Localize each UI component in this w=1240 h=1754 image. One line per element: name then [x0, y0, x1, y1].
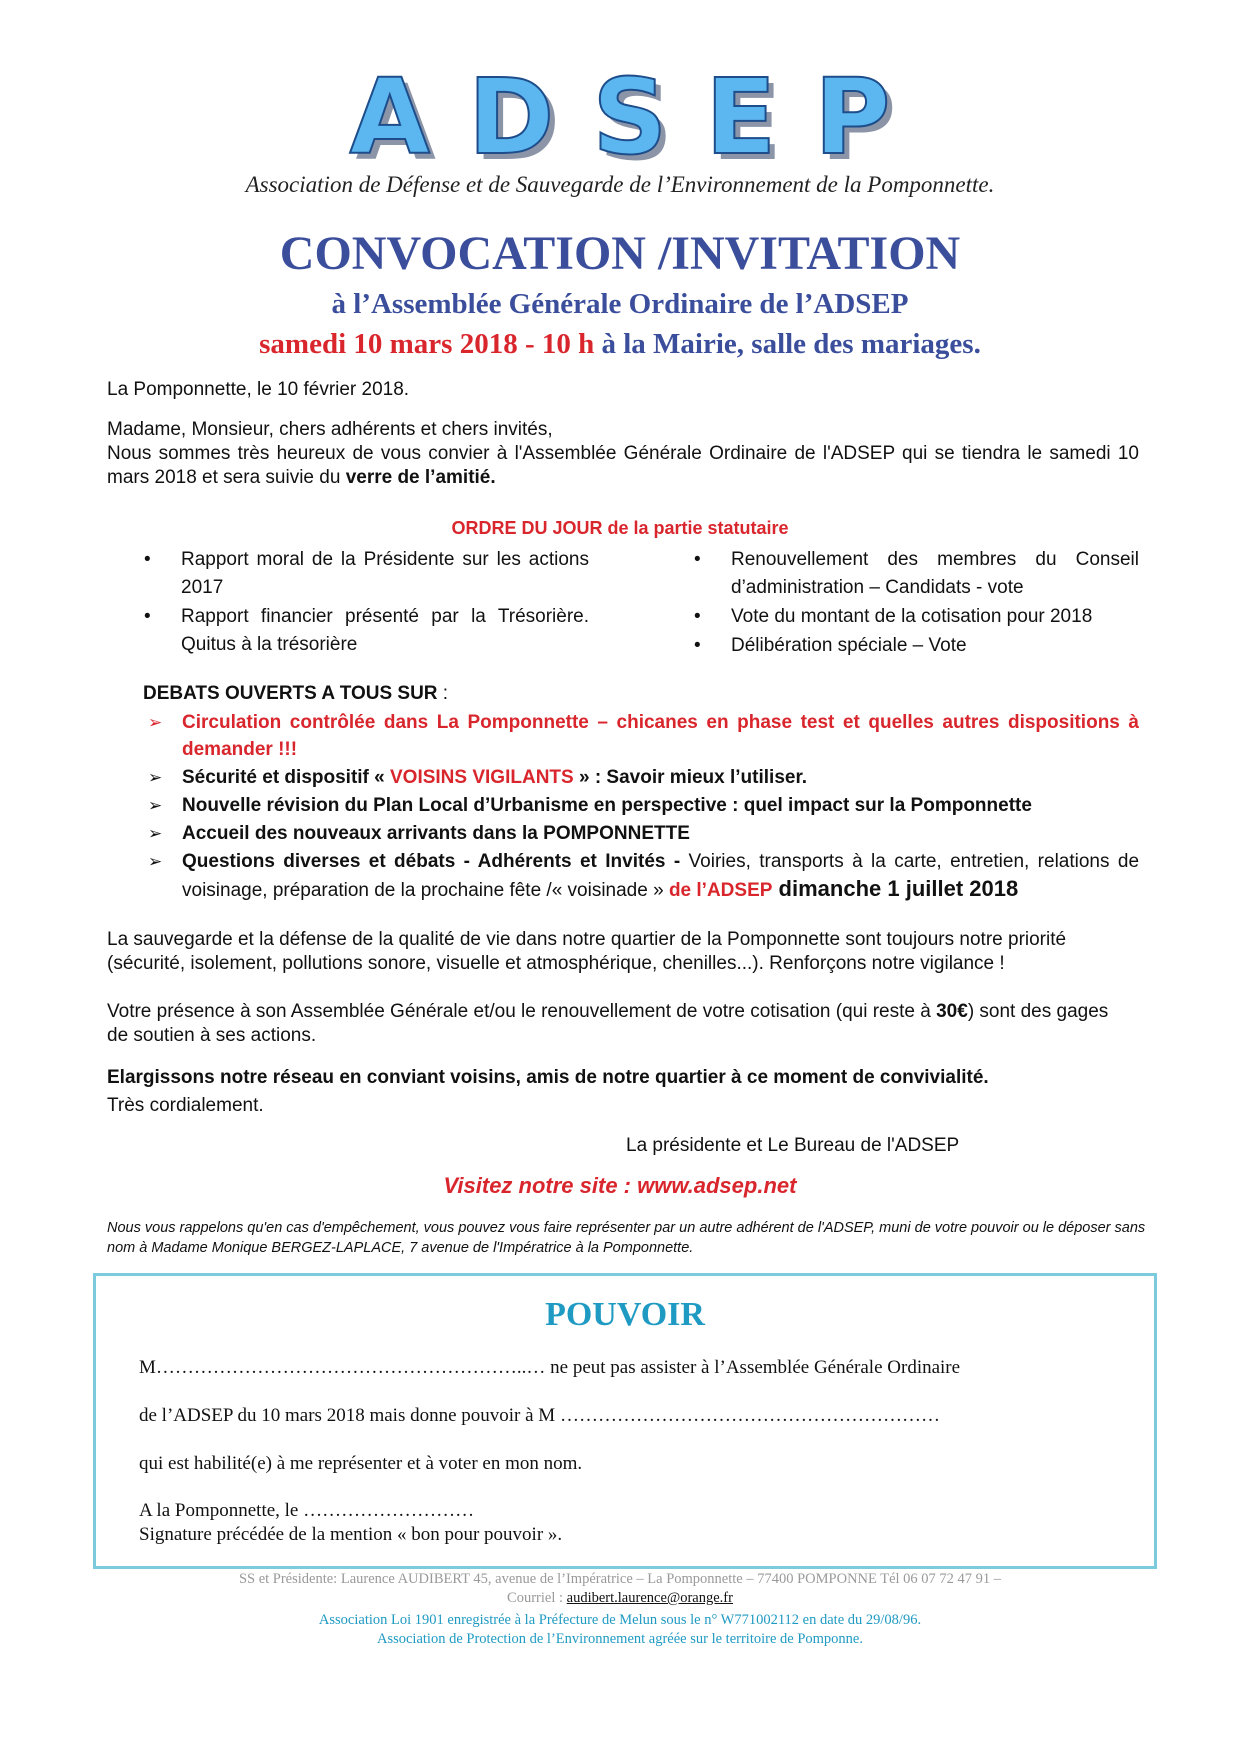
paragraph-text: ) sont des gages de soutien à ses actions. — [107, 1001, 1109, 1046]
debate-item: ➢ Nouvelle révision du Plan Local d’Urbanisme en perspective : quel impact sur la Pomponnette — [148, 792, 1139, 819]
paragraph-quality-of-life: La sauvegarde et la défense de la qualité de vie dans notre quartier de la Pomponnette sont toujours notre priorité (sécurité, isolement, pollutions sonore, visuelle et atmosphérique, chenilles...). Renforçons notre vigilance ! — [107, 929, 1067, 974]
proxy-line-delegate: de l’ADSEP du 10 mars 2018 mais donne pouvoir à M …………………………………………………… — [139, 1405, 940, 1426]
agenda-item: • Rapport moral de la Présidente sur les actions 2017 — [144, 546, 589, 602]
debate-date: dimanche 1 juillet 2018 — [772, 876, 1019, 901]
intro-bold: verre de l’amitié. — [345, 467, 496, 488]
debate-text: » : Savoir mieux l’utiliser. — [573, 767, 808, 788]
footer-registration: Association Loi 1901 enregistrée à la Préfecture de Melun sous le n° W771002112 en date du 29/08/96. — [318, 1612, 922, 1628]
appeal: Elargissons notre réseau en conviant voisins, amis de notre quartier à ce moment de convivialité. — [107, 1067, 989, 1088]
proxy-line-signature: Signature précédée de la mention « bon pour pouvoir ». — [139, 1524, 563, 1545]
debates-title — [143, 683, 448, 705]
paragraph-text: Votre présence à son Assemblée Générale et/ou le renouvellement de votre cotisation (qui reste à — [107, 1001, 937, 1022]
agenda-right-column — [694, 546, 1139, 661]
agenda-left-column — [144, 546, 589, 660]
signature: La présidente et Le Bureau de l'ADSEP — [626, 1135, 960, 1156]
agenda-item: • Rapport financier présenté par la Trésorière. Quitus à la trésorière — [144, 603, 589, 659]
page-subtitle: à l’Assemblée Générale Ordinaire de l’ADSEP — [331, 288, 909, 320]
debates-title-bold: DEBATS OUVERTS A TOUS SUR — [143, 683, 438, 704]
greeting: Madame, Monsieur, chers adhérents et chers invités, — [107, 419, 553, 440]
debate-text-normal: Voiries, transports à la carte, entretien, relations de voisinage, préparation de la prochaine fête /« voisinade » — [182, 851, 1140, 901]
debates-list — [148, 709, 1139, 905]
proxy-title: POUVOIR — [545, 1296, 705, 1333]
closing: Très cordialement. — [107, 1095, 264, 1116]
debate-text: Questions diverses et débats - Adhérents et Invités - — [182, 851, 689, 872]
paragraph-membership — [107, 1000, 1127, 1048]
footer-contact: SS et Présidente: Laurence AUDIBERT 45, avenue de l’Impératrice – La Pomponnette – 77400 POMPONNE Tél 06 07 72 47 91 – — [238, 1571, 1002, 1587]
debate-item: ➢ Circulation contrôlée dans La Pomponnette – chicanes en phase test et quelles autres dispositions à demander !!! — [148, 709, 1139, 763]
logo — [0, 56, 1240, 178]
meeting-place: à la Mairie, salle des mariages — [594, 328, 974, 360]
association-name: Association de Défense et de Sauvegarde de l’Environnement de la Pomponnette. — [245, 172, 995, 197]
agenda-item: • Renouvellement des membres du Conseil d’administration – Candidats - vote — [694, 546, 1139, 602]
debate-text: Sécurité et dispositif « — [182, 767, 390, 788]
agenda-item: • Délibération spéciale – Vote — [694, 632, 1139, 660]
meeting-date: samedi 10 mars 2018 - 10 h — [259, 328, 595, 360]
page-title: CONVOCATION /INVITATION — [279, 227, 961, 280]
logo-text: ADSEP — [349, 56, 929, 178]
intro-paragraph — [107, 442, 1139, 490]
footer-email-line — [0, 1589, 1240, 1608]
place-date: La Pomponnette, le 10 février 2018. — [107, 379, 410, 400]
dateline-end: . — [973, 328, 981, 360]
proxy-form — [93, 1273, 1157, 1569]
debate-highlight: de l’ADSEP — [668, 880, 773, 901]
proxy-note: Nous vous rappelons qu'en cas d'empêchement, vous pouvez vous faire représenter par un autre adhérent de l'ADSEP, muni de votre pouvoir ou le déposer sans nom à Madame Monique BERGEZ-LAPLACE, 7 avenue de l'Impératrice à la Pomponnette. — [107, 1220, 1146, 1256]
intro-text: Nous sommes très heureux de vous convier à l'Assemblée Générale Ordinaire de l'ADSEP qui se tiendra le samedi 10 mars 2018 et sera suivie du — [107, 443, 1139, 488]
agenda-item: • Vote du montant de la cotisation pour 2018 — [694, 603, 1139, 631]
debate-item: ➢ Accueil des nouveaux arrivants dans la POMPONNETTE — [148, 820, 1139, 847]
footer-email-label: Courriel : — [507, 1590, 567, 1606]
proxy-line-date: A la Pomponnette, le ……………………… — [139, 1500, 475, 1521]
proxy-line-name: M…………………………………………………..… ne peut pas assister à l’Assemblée Générale Ordinaire — [139, 1357, 961, 1378]
debates-title-colon: : — [437, 683, 449, 704]
website-link[interactable]: Visitez notre site : www.adsep.net — [443, 1173, 797, 1198]
meeting-dateline — [0, 327, 1240, 361]
fee-amount: 30€ — [936, 1001, 968, 1022]
proxy-line-authorization: qui est habilité(e) à me représenter et à voter en mon nom. — [139, 1453, 583, 1474]
debate-highlight: VOISINS VIGILANTS — [390, 767, 574, 788]
footer-email-link[interactable]: audibert.laurence@orange.fr — [566, 1590, 733, 1606]
debate-item — [148, 848, 1139, 904]
footer-approval: Association de Protection de l’Environnement agréée sur le territoire de Pomponne. — [376, 1631, 863, 1647]
debate-item — [148, 764, 1139, 791]
agenda-title: ORDRE DU JOUR de la partie statutaire — [451, 518, 789, 538]
